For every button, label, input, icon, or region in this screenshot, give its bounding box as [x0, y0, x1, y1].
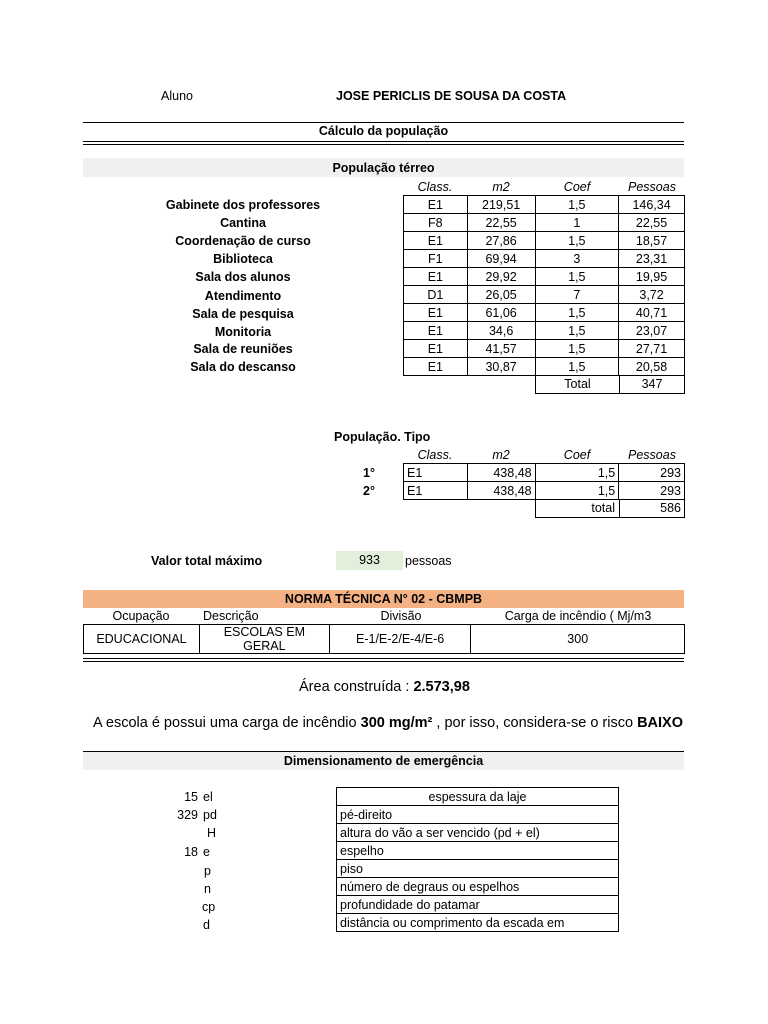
- norma-header-ocupacao: Ocupação: [112, 609, 170, 623]
- terreo-col-m2: m2: [492, 180, 510, 194]
- cell-class: E1: [404, 340, 468, 358]
- tipo-floor: 2°: [363, 484, 375, 498]
- dim-symbol: H: [207, 826, 217, 840]
- cell-m2: 34,6: [467, 322, 535, 340]
- area-value: 2.573,98: [413, 679, 470, 695]
- cell-m2: 69,94: [467, 250, 535, 268]
- terreo-total-value: 347: [619, 375, 685, 394]
- divider: [83, 122, 684, 123]
- table-row: [404, 482, 685, 500]
- table-row: [337, 806, 619, 824]
- cell-pessoas: 293: [619, 464, 685, 482]
- cell-m2: 27,86: [467, 232, 535, 250]
- table-row: [337, 914, 619, 932]
- dim-value: 329: [177, 808, 198, 822]
- tipo-total-value: 586: [619, 499, 685, 518]
- dim-symbol: e: [203, 845, 210, 859]
- norma-header-descricao: Descrição: [203, 609, 259, 623]
- cell-m2: 22,55: [467, 214, 535, 232]
- cell-coef: 1,5: [535, 322, 619, 340]
- divider: [83, 144, 684, 145]
- tipo-col-class: Class.: [417, 448, 453, 462]
- norma-ocupacao-value: EDUCACIONAL: [84, 625, 200, 654]
- table-row: [404, 358, 685, 376]
- terreo-title: População térreo: [332, 161, 435, 175]
- cell-class: E1: [404, 464, 468, 482]
- norma-table: [83, 624, 685, 654]
- area-line: [299, 679, 470, 695]
- cell-pessoas: 146,34: [619, 196, 685, 214]
- cell-class: E1: [404, 482, 468, 500]
- max-total-value: 933: [336, 551, 403, 570]
- tipo-total-label: total: [535, 499, 620, 518]
- carga-value: 300 mg/m²: [360, 715, 433, 731]
- terreo-col-class: Class.: [417, 180, 453, 194]
- table-row: [337, 824, 619, 842]
- table-row: [404, 214, 685, 232]
- cell-coef: 1: [535, 214, 619, 232]
- terreo-room-name: Gabinete dos professores: [165, 198, 321, 212]
- cell-class: F1: [404, 250, 468, 268]
- terreo-room-name: Biblioteca: [213, 252, 273, 266]
- dim-desc: profundidade do patamar: [337, 896, 619, 914]
- table-row: [404, 250, 685, 268]
- cell-pessoas: 23,07: [619, 322, 685, 340]
- max-total-unit: pessoas: [405, 554, 452, 568]
- dim-desc: piso: [337, 860, 619, 878]
- table-row: [404, 340, 685, 358]
- dim-desc: espessura da laje: [337, 788, 619, 806]
- student-name: JOSE PERICLIS DE SOUSA DA COSTA: [336, 89, 567, 103]
- cell-pessoas: 20,58: [619, 358, 685, 376]
- terreo-room-name: Sala dos alunos: [195, 270, 291, 284]
- table-row: [404, 268, 685, 286]
- calc-title: Cálculo da população: [318, 124, 449, 138]
- tipo-title: População. Tipo: [334, 430, 431, 444]
- cell-m2: 30,87: [467, 358, 535, 376]
- terreo-table: [403, 195, 685, 376]
- cell-pessoas: 22,55: [619, 214, 685, 232]
- cell-m2: 29,92: [467, 268, 535, 286]
- cell-class: D1: [404, 286, 468, 304]
- norma-header-carga: Carga de incêndio ( Mj/m3: [504, 609, 652, 623]
- norma-carga-value: 300: [471, 625, 685, 654]
- divider: [83, 141, 684, 142]
- cell-m2: 41,57: [467, 340, 535, 358]
- tipo-table: [403, 463, 685, 500]
- dim-symbol: cp: [202, 900, 216, 914]
- dim-value: 15: [184, 790, 198, 804]
- student-label: Aluno: [161, 89, 193, 103]
- dimensionamento-title: Dimensionamento de emergência: [283, 754, 484, 768]
- cell-pessoas: 27,71: [619, 340, 685, 358]
- cell-coef: 3: [535, 250, 619, 268]
- table-row: [404, 196, 685, 214]
- cell-pessoas: 3,72: [619, 286, 685, 304]
- norma-title: NORMA TÉCNICA N° 02 - CBMPB: [83, 590, 684, 608]
- terreo-room-name: Sala do descanso: [190, 360, 296, 374]
- terreo-total-label: Total: [535, 375, 620, 394]
- table-row: [337, 896, 619, 914]
- cell-coef: 1,5: [535, 464, 619, 482]
- table-row: [404, 232, 685, 250]
- dim-symbol: d: [203, 918, 210, 932]
- terreo-room-name: Cantina: [220, 216, 266, 230]
- dim-symbol: n: [204, 882, 211, 896]
- cell-coef: 1,5: [535, 304, 619, 322]
- cell-m2: 61,06: [467, 304, 535, 322]
- table-row: [84, 625, 685, 654]
- cell-class: E1: [404, 322, 468, 340]
- cell-m2: 26,05: [467, 286, 535, 304]
- cell-m2: 219,51: [467, 196, 535, 214]
- terreo-col-pessoas: Pessoas: [628, 180, 676, 194]
- table-row: [337, 788, 619, 806]
- divider: [83, 661, 684, 662]
- cell-class: E1: [404, 358, 468, 376]
- cell-coef: 1,5: [535, 358, 619, 376]
- dim-desc: espelho: [337, 842, 619, 860]
- carga-mid: , por isso, considera-se o risco: [432, 715, 638, 731]
- carga-line: [93, 715, 683, 731]
- max-total-label: Valor total máximo: [151, 554, 263, 568]
- divider: [83, 658, 684, 659]
- terreo-room-name: Monitoria: [214, 325, 272, 339]
- terreo-room-name: Atendimento: [204, 289, 282, 303]
- dim-symbol: p: [204, 864, 211, 878]
- cell-coef: 1,5: [535, 482, 619, 500]
- tipo-col-pessoas: Pessoas: [628, 448, 676, 462]
- cell-class: E1: [404, 232, 468, 250]
- table-row: [404, 304, 685, 322]
- norma-header-divisao: Divisão: [380, 609, 422, 623]
- table-row: [337, 878, 619, 896]
- cell-pessoas: 40,71: [619, 304, 685, 322]
- table-row: [404, 322, 685, 340]
- cell-coef: 1,5: [535, 340, 619, 358]
- tipo-floor: 1°: [363, 466, 375, 480]
- cell-class: E1: [404, 196, 468, 214]
- cell-class: E1: [404, 304, 468, 322]
- dim-desc: pé-direito: [337, 806, 619, 824]
- cell-coef: 7: [535, 286, 619, 304]
- cell-pessoas: 19,95: [619, 268, 685, 286]
- dim-desc: distância ou comprimento da escada em: [337, 914, 619, 932]
- terreo-room-name: Coordenação de curso: [175, 234, 311, 248]
- table-row: [337, 860, 619, 878]
- cell-m2: 438,48: [467, 482, 535, 500]
- dim-symbol: el: [203, 790, 213, 804]
- risk-level: BAIXO: [637, 715, 683, 731]
- table-row: [404, 464, 685, 482]
- dim-symbol: pd: [203, 808, 217, 822]
- terreo-col-coef: Coef: [563, 180, 591, 194]
- terreo-room-name: Sala de pesquisa: [192, 307, 294, 321]
- dim-value: 18: [184, 845, 198, 859]
- cell-coef: 1,5: [535, 268, 619, 286]
- cell-m2: 438,48: [467, 464, 535, 482]
- norma-descricao-value: ESCOLAS EM GERAL: [199, 625, 329, 654]
- carga-pre: A escola é possui uma carga de incêndio: [93, 715, 361, 731]
- dimensionamento-table: [336, 787, 619, 932]
- cell-pessoas: 23,31: [619, 250, 685, 268]
- area-label: Área construída :: [299, 679, 414, 695]
- dim-desc: número de degraus ou espelhos: [337, 878, 619, 896]
- table-row: [404, 286, 685, 304]
- tipo-col-coef: Coef: [563, 448, 591, 462]
- tipo-col-m2: m2: [492, 448, 510, 462]
- table-row: [337, 842, 619, 860]
- cell-class: F8: [404, 214, 468, 232]
- cell-coef: 1,5: [535, 232, 619, 250]
- terreo-room-name: Sala de reuniões: [193, 342, 293, 356]
- cell-coef: 1,5: [535, 196, 619, 214]
- dim-desc: altura do vão a ser vencido (pd + el): [337, 824, 619, 842]
- cell-pessoas: 293: [619, 482, 685, 500]
- cell-pessoas: 18,57: [619, 232, 685, 250]
- norma-divisao-value: E-1/E-2/E-4/E-6: [329, 625, 471, 654]
- cell-class: E1: [404, 268, 468, 286]
